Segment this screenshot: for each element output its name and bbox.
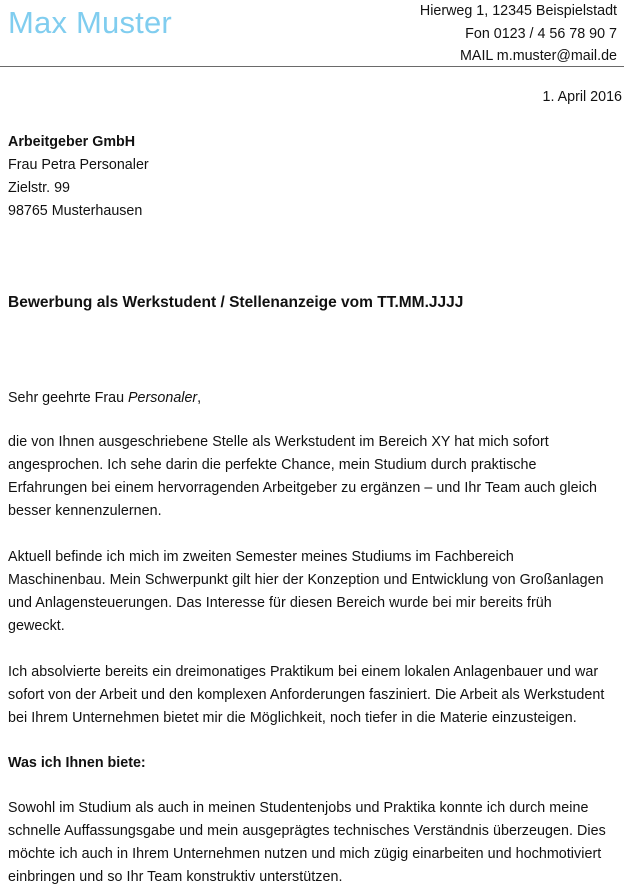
recipient-street: Zielstr. 99: [8, 180, 70, 196]
paragraph-line: angesprochen. Ich sehe darin die perfekte Chance, mein Studium durch praktische: [8, 457, 537, 473]
paragraph-line: Sowohl im Studium als auch in meinen Studentenjobs und Praktika konnte ich durch meine: [8, 800, 589, 816]
paragraph-line: einbringen und so Ihr Team konstruktiv unterstützen.: [8, 869, 343, 885]
section-heading: Was ich Ihnen biete:: [8, 755, 146, 771]
header-divider: [0, 66, 624, 67]
paragraph-line: bei Ihrem Unternehmen bietet mir die Möglichkeit, noch tiefer in die Materie einzusteigen.: [8, 710, 577, 726]
paragraph-line: sofort von der Arbeit und den komplexen Anforderungen fasziniert. Die Arbeit als Werkstudent: [8, 687, 605, 703]
paragraph-line: geweckt.: [8, 618, 65, 634]
body-paragraph-2: [8, 546, 620, 638]
salutation: [8, 387, 201, 409]
paragraph-line: Maschinenbau. Mein Schwerpunkt gilt hier der Konzeption und Entwicklung von Großanlagen: [8, 572, 604, 588]
body-paragraph-4: [8, 797, 620, 889]
salutation-suffix: ,: [197, 390, 202, 406]
letter-date: 1. April 2016: [542, 89, 622, 105]
recipient-city: 98765 Musterhausen: [8, 203, 143, 219]
body-paragraph-3: [8, 661, 620, 730]
paragraph-line: die von Ihnen ausgeschriebene Stelle als Werkstudent im Bereich XY hat mich sofort: [8, 434, 549, 450]
paragraph-line: und Anlagensteuerungen. Das Interesse für diesen Bereich wurde bei mir bereits früh: [8, 595, 552, 611]
paragraph-line: möchte ich auch in Ihrem Unternehmen nutzen und mich zügig einarbeiten und hochmotiviert: [8, 846, 602, 862]
recipient-address: [8, 131, 149, 223]
salutation-name: Personaler: [128, 390, 198, 406]
recipient-person: Frau Petra Personaler: [8, 157, 149, 173]
sender-phone: Fon 0123 / 4 56 78 90 7: [465, 25, 617, 42]
recipient-company: Arbeitgeber GmbH: [8, 134, 136, 150]
letter-subject: Bewerbung als Werkstudent / Stellenanzeige vom TT.MM.JJJJ: [8, 294, 464, 311]
body-paragraph-1: [8, 431, 620, 523]
paragraph-line: Ich absolvierte bereits ein dreimonatiges Praktikum bei einem lokalen Anlagenbauer und war: [8, 664, 599, 680]
paragraph-line: schnelle Auffassungsgabe und mein ausgeprägtes technisches Verständnis überzeugen. Dies: [8, 823, 606, 839]
salutation-prefix: Sehr geehrte Frau: [8, 390, 129, 406]
paragraph-line: besser kennenzulernen.: [8, 503, 162, 519]
sender-address: Hierweg 1, 12345 Beispielstadt: [419, 3, 617, 19]
paragraph-line: Aktuell befinde ich mich im zweiten Semester meines Studiums im Fachbereich: [8, 549, 514, 565]
sender-contact: [420, 0, 617, 68]
sender-mail: MAIL m.muster@mail.de: [460, 48, 617, 64]
paragraph-line: Erfahrungen bei einem hervorragenden Arbeitgeber zu ergänzen – und Ihr Team auch gleich: [8, 480, 598, 496]
sender-name: Max Muster: [8, 5, 172, 40]
